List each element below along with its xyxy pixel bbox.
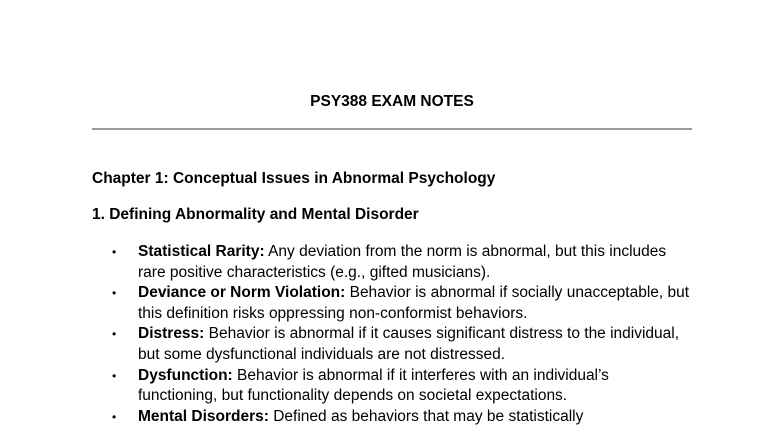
list-item: [110, 242, 690, 283]
item-term: Dysfunction:: [138, 366, 233, 384]
document-title: PSY388 EXAM NOTES: [310, 93, 474, 110]
section-heading: 1. Defining Abnormality and Mental Disorder: [92, 206, 419, 223]
item-term: Distress:: [138, 325, 205, 343]
bullet-icon: •: [112, 327, 117, 342]
item-text: Behavior is abnormal if it interferes with an individual’s functioning, but functionality depends on societal expectations.: [138, 366, 609, 405]
item-text: Any deviation from the norm is abnormal, but this includes rare positive characteristics (e.g., gifted musicians).: [138, 243, 667, 281]
definitions-list: [110, 242, 690, 427]
chapter-heading: Chapter 1: Conceptual Issues in Abnormal Psychology: [92, 170, 496, 187]
list-item: [110, 366, 690, 407]
item-text: Defined as behaviors that may be statistically: [268, 407, 584, 425]
item-text: Behavior is abnormal if it causes significant distress to the individual, but some dysfunctional individuals are not distressed.: [138, 325, 680, 363]
title-divider: [92, 128, 692, 130]
list-item: [110, 407, 690, 428]
bullet-icon: •: [112, 245, 117, 259]
item-term: Deviance or Norm Violation:: [138, 284, 346, 302]
bullet-icon: •: [112, 368, 117, 383]
list-item: [110, 324, 690, 365]
item-term: Mental Disorders:: [138, 407, 269, 425]
item-term: Statistical Rarity:: [138, 243, 265, 260]
bullet-icon: •: [112, 409, 117, 424]
list-item: [110, 283, 690, 324]
bullet-icon: •: [112, 286, 117, 301]
item-text: Behavior is abnormal if socially unacceptable, but this definition risks oppressing non-conformist behaviors.: [138, 284, 690, 322]
